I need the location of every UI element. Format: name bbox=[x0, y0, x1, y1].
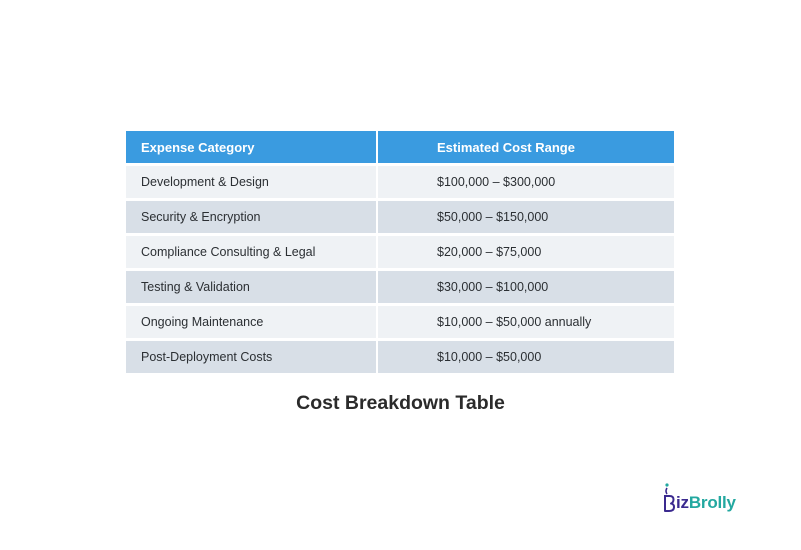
row-cost: $50,000 – $150,000 bbox=[378, 201, 674, 233]
row-category: Testing & Validation bbox=[126, 271, 376, 303]
row-cost: $10,000 – $50,000 bbox=[378, 341, 674, 373]
row-cost: $10,000 – $50,000 annually bbox=[378, 306, 674, 338]
logo-wordmark-part2: Brolly bbox=[688, 493, 736, 512]
cost-breakdown-table bbox=[126, 131, 674, 373]
table-row bbox=[126, 166, 674, 198]
logo-wordmark-part1: iz bbox=[676, 493, 689, 512]
bizbrolly-logo bbox=[662, 480, 736, 514]
row-category: Post-Deployment Costs bbox=[126, 341, 376, 373]
row-category: Ongoing Maintenance bbox=[126, 306, 376, 338]
table-row bbox=[126, 236, 674, 268]
logo-wordmark bbox=[676, 494, 736, 511]
row-cost: $20,000 – $75,000 bbox=[378, 236, 674, 268]
header-expense-category: Expense Category bbox=[126, 131, 376, 163]
row-cost: $30,000 – $100,000 bbox=[378, 271, 674, 303]
row-category: Security & Encryption bbox=[126, 201, 376, 233]
table-row bbox=[126, 201, 674, 233]
bizbrolly-b-icon bbox=[662, 482, 676, 514]
table-row bbox=[126, 271, 674, 303]
row-category: Compliance Consulting & Legal bbox=[126, 236, 376, 268]
header-estimated-cost-range: Estimated Cost Range bbox=[378, 131, 674, 163]
table-row bbox=[126, 306, 674, 338]
table-header-row bbox=[126, 131, 674, 163]
table-caption: Cost Breakdown Table bbox=[296, 392, 505, 414]
row-category: Development & Design bbox=[126, 166, 376, 198]
row-cost: $100,000 – $300,000 bbox=[378, 166, 674, 198]
table-row bbox=[126, 341, 674, 373]
